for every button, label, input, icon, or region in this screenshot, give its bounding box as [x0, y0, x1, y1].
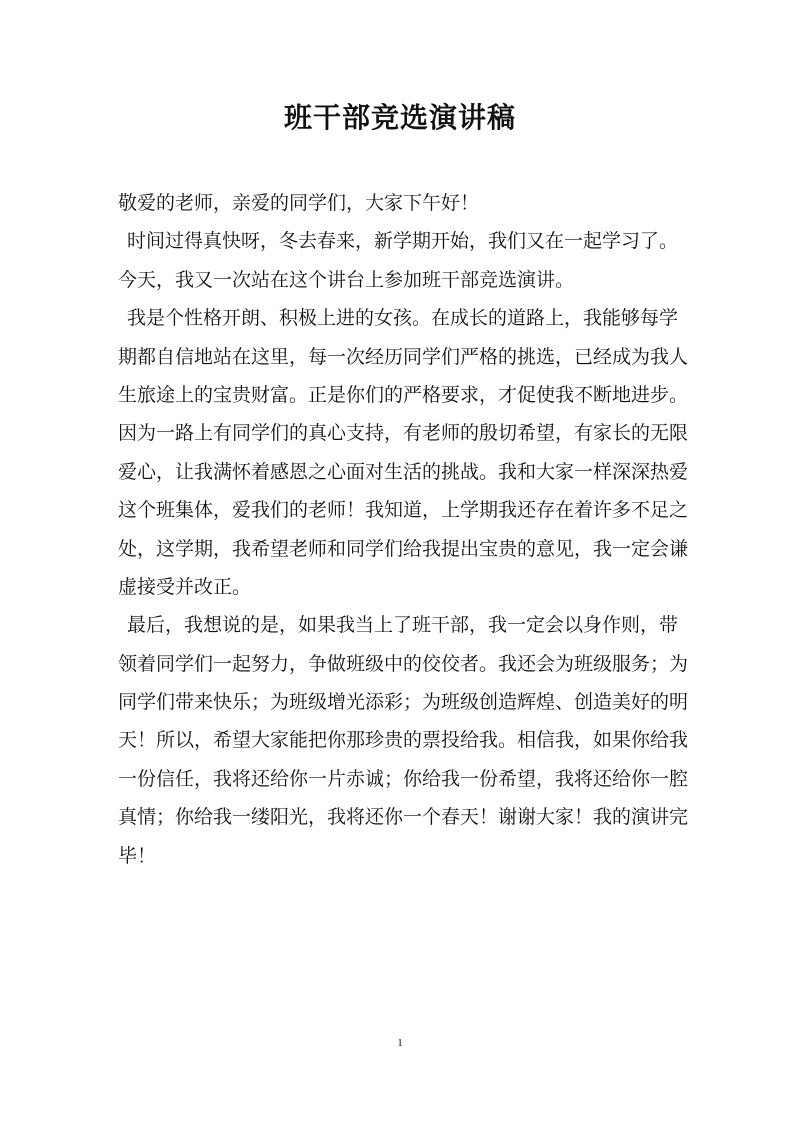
text-line: 天！所以，希望大家能把你那珍贵的票投给我。相信我，如果你给我	[118, 729, 689, 752]
text-line: 虚接受并改正。	[118, 575, 252, 598]
text-line: 一份信任，我将还给你一片赤诚；你给我一份希望，我将还给你一腔	[118, 767, 689, 790]
text-line: 同学们带来快乐；为班级增光添彩；为班级创造辉煌、创造美好的明	[118, 691, 689, 714]
text-line: 领着同学们一起努力，争做班级中的佼佼者。我还会为班级服务；为	[118, 652, 689, 675]
text-line-greeting: 敬爱的老师，亲爱的同学们，大家下午好！	[118, 192, 480, 214]
text-line-paragraph-2-start: 我是个性格开朗、积极上进的女孩。在成长的道路上，我能够每学	[127, 307, 679, 330]
page-number: 1	[397, 1037, 403, 1049]
text-line: 处，这学期，我希望老师和同学们给我提出宝贵的意见，我一定会谦	[118, 537, 689, 560]
document-title: 班干部竞选演讲稿	[283, 101, 516, 134]
text-line-paragraph-3-start: 最后，我想说的是，如果我当上了班干部，我一定会以身作则，带	[127, 614, 679, 637]
text-line: 期都自信地站在这里，每一次经历同学们严格的挑选，已经成为我人	[118, 345, 689, 368]
document-body	[118, 184, 690, 875]
text-line: 今天，我又一次站在这个讲台上参加班干部竞选演讲。	[118, 268, 575, 291]
text-line: 因为一路上有同学们的真心支持，有老师的殷切希望，有家长的无限	[118, 422, 689, 445]
text-line: 这个班集体，爱我们的老师！我知道，上学期我还存在着许多不足之	[118, 499, 689, 522]
text-line: 生旅途上的宝贵财富。正是你们的严格要求，才促使我不断地进步。	[118, 383, 689, 406]
text-line-paragraph-1-start: 时间过得真快呀，冬去春来，新学期开始，我们又在一起学习了。	[127, 230, 679, 253]
text-line: 真情；你给我一缕阳光，我将还你一个春天！谢谢大家！我的演讲完	[118, 806, 689, 829]
text-line: 爱心，让我满怀着感恩之心面对生活的挑战。我和大家一样深深热爱	[118, 460, 689, 483]
text-line: 毕！	[118, 844, 157, 867]
